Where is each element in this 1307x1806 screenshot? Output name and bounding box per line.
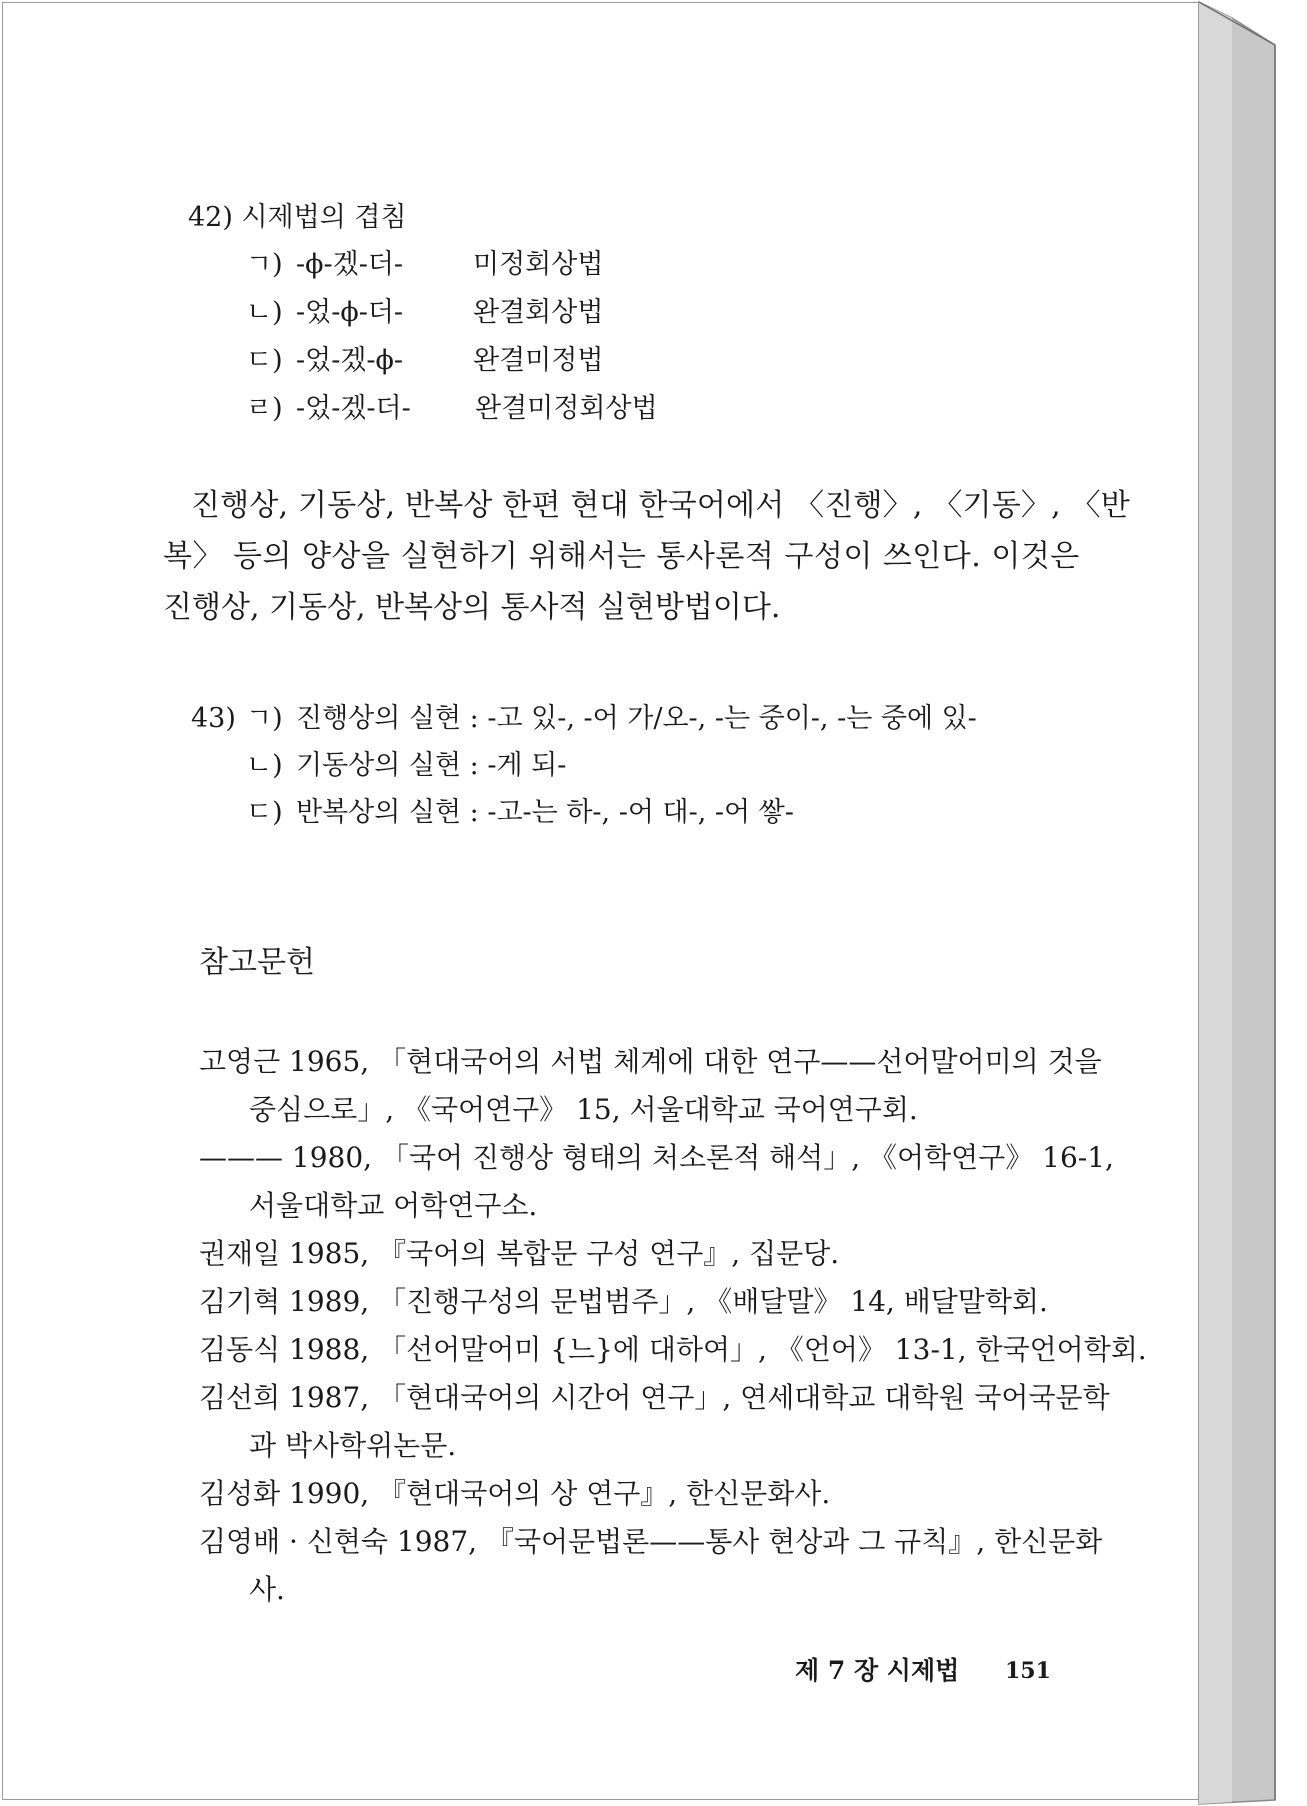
paragraph-line-2: 복〉 등의 양상을 실현하기 위해서는 통사론적 구성이 쓰인다. 이것은	[163, 539, 1080, 574]
example-42-label-1: 미정회상법	[473, 249, 604, 280]
example-43-marker-1: ㄱ)	[246, 703, 283, 734]
reference-line-6: 김기혁 1989, 「진행구성의 문법범주」, 《배달말》 14, 배달말학회.	[199, 1285, 1048, 1318]
reference-line-9: 과 박사학위논문.	[249, 1429, 457, 1462]
reference-line-7: 김동식 1988, 「선어말어미 {느}에 대하여」, 《언어》 13-1, 한국언어학회.	[199, 1333, 1147, 1366]
example-42-marker-3: ㄷ)	[246, 345, 283, 376]
paragraph-line-3: 진행상, 기동상, 반복상의 통사적 실현방법이다.	[163, 590, 781, 625]
references-heading: 참고문헌	[199, 945, 315, 980]
reference-line-8: 김선희 1987, 「현대국어의 시간어 연구」, 연세대학교 대학원 국어국문학	[199, 1381, 1110, 1414]
example-42-marker-1: ㄱ)	[246, 249, 283, 280]
example-43-text-3: 반복상의 실현 : -고-는 하-, -어 대-, -어 쌓-	[296, 797, 794, 828]
example-43-number: 43)	[191, 703, 236, 734]
example-42-title: 42) 시제법의 겹침	[188, 202, 407, 233]
page-number: 151	[1005, 1658, 1051, 1684]
example-42-form-2: -었-ϕ-더-	[296, 297, 404, 328]
example-42-marker-2: ㄴ)	[246, 297, 283, 328]
reference-line-1: 고영근 1965, 「현대국어의 서법 체계에 대한 연구——선어말어미의 것을	[199, 1045, 1102, 1078]
footer-chapter-title: 제 7 장 시제법	[795, 1656, 960, 1685]
example-42-form-3: -었-겠-ϕ-	[296, 345, 404, 376]
example-43-text-1: 진행상의 실현 : -고 있-, -어 가/오-, -는 중이-, -는 중에 있-	[296, 703, 977, 734]
example-42-label-4: 완결미정회상법	[475, 393, 658, 424]
reference-line-11: 김영배 · 신현숙 1987, 『국어문법론——통사 현상과 그 규칙』, 한신문화	[199, 1525, 1103, 1558]
example-42-form-1: -ϕ-겠-더-	[296, 249, 404, 280]
example-43-text-2: 기동상의 실현 : -게 되-	[296, 750, 567, 781]
reference-line-2: 중심으로」, 《국어연구》 15, 서울대학교 국어연구회.	[249, 1093, 918, 1126]
reference-line-12: 사.	[249, 1573, 285, 1606]
example-42-label-2: 완결회상법	[473, 297, 604, 328]
reference-line-5: 권재일 1985, 『국어의 복합문 구성 연구』, 집문당.	[199, 1237, 840, 1270]
reference-line-10: 김성화 1990, 『현대국어의 상 연구』, 한신문화사.	[199, 1477, 831, 1510]
example-42-label-3: 완결미정법	[473, 345, 604, 376]
page-sheet	[2, 2, 1199, 1800]
example-43-marker-2: ㄴ)	[246, 750, 283, 781]
example-43-marker-3: ㄷ)	[246, 797, 283, 828]
paragraph-line-1: 진행상, 기동상, 반복상 한편 현대 한국어에서 〈진행〉, 〈기동〉, 〈반	[191, 488, 1130, 523]
example-42-marker-4: ㄹ)	[246, 393, 283, 424]
reference-line-3: ——— 1980, 「국어 진행상 형태의 처소론적 해석」, 《어학연구》 16-1,	[199, 1141, 1114, 1174]
reference-line-4: 서울대학교 어학연구소.	[249, 1189, 538, 1222]
example-42-form-4: -었-겠-더-	[296, 393, 411, 424]
